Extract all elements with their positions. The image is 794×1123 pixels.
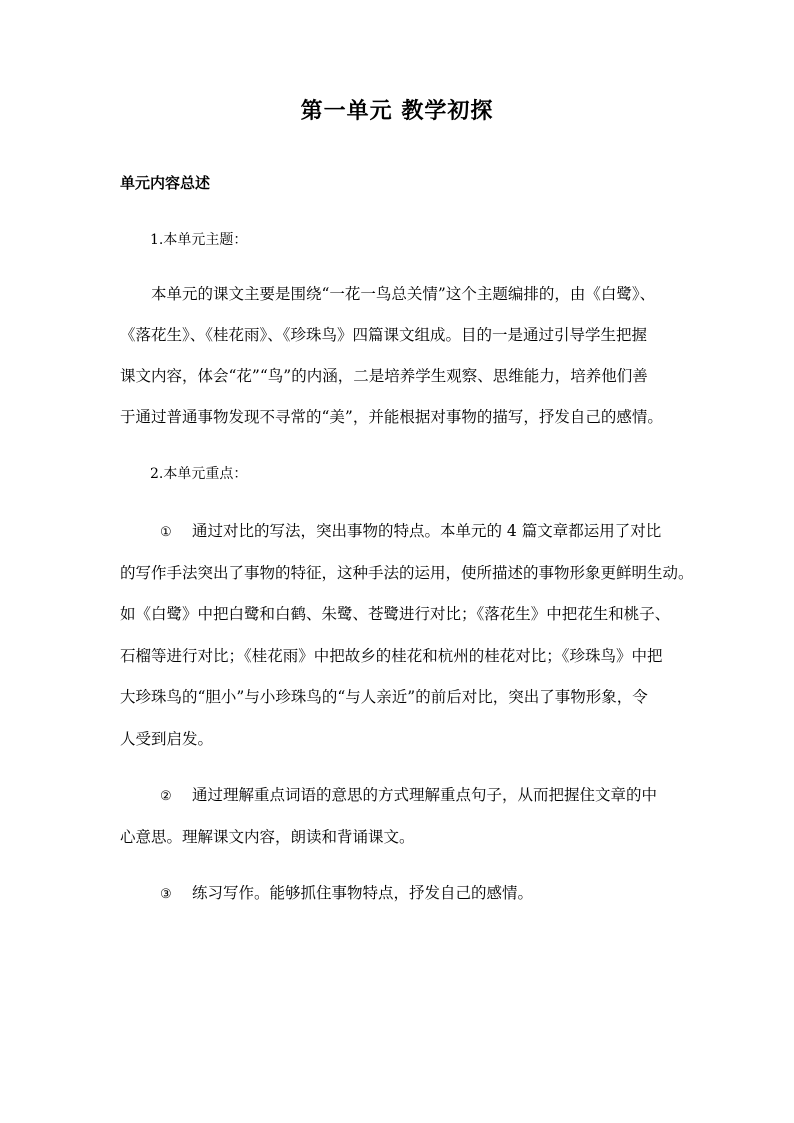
list-marker-1: ① <box>160 525 172 540</box>
page-title: 第一单元 教学初探 <box>300 98 494 124</box>
list-item-point-1 <box>160 520 700 544</box>
list-marker-3: ③ <box>160 887 172 902</box>
point-1-line-4: 石榴等进行对比；《桂花雨》中把故乡的桂花和杭州的桂花对比；《珍珠鸟》中把 <box>120 647 663 665</box>
point-3-line-1: 练习写作。能够抓住事物特点，抒发自己的感情。 <box>192 884 534 902</box>
theme-line-1: 本单元的课文主要是围绕“一花一鸟总关情”这个主题编排的，由《白鹭》、 <box>120 285 656 303</box>
point-1-line-1: 通过对比的写法，突出事物的特点。本单元的 4 篇文章都运用了对比 <box>192 522 662 540</box>
focus-heading: 2.本单元重点： <box>150 466 248 482</box>
section-heading: 单元内容总述 <box>120 174 211 192</box>
theme-line-3: 课文内容，体会“花”“鸟”的内涵，二是培养学生观察、思维能力，培养他们善 <box>120 367 648 385</box>
point-1-line-2: 的写作手法突出了事物的特征，这种手法的运用，使所描述的事物形象更鲜明生动。 <box>120 564 694 582</box>
theme-line-2: 《落花生》、《桂花雨》、《珍珠鸟》四篇课文组成。目的一是通过引导学生把握 <box>120 326 648 344</box>
point-1-line-3: 如《白鹭》中把白鹭和白鹤、朱鹭、苍鹭进行对比；《落花生》中把花生和桃子、 <box>120 605 671 623</box>
point-2-line-2: 心意思。理解课文内容，朗读和背诵课文。 <box>120 828 415 846</box>
list-marker-2: ② <box>160 789 172 804</box>
point-1-line-5: 大珍珠鸟的“胆小”与小珍珠鸟的“与人亲近”的前后对比，突出了事物形象，令 <box>120 688 648 706</box>
list-item-point-3 <box>160 882 700 906</box>
point-1-line-6: 人受到启发。 <box>120 730 214 748</box>
theme-line-4: 于通过普通事物发现不寻常的“美”，并能根据对事物的描写，抒发自己的感情。 <box>120 408 663 426</box>
list-item-point-2 <box>160 784 700 808</box>
theme-heading: 1.本单元主题： <box>150 232 248 248</box>
point-2-line-1: 通过理解重点词语的意思的方式理解重点句子，从而把握住文章的中 <box>192 786 658 804</box>
